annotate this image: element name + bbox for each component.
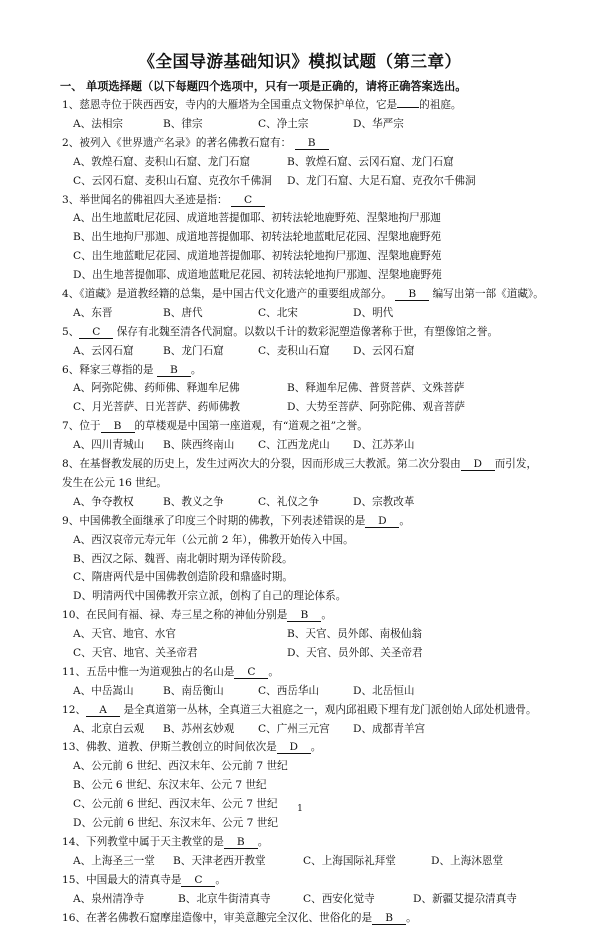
answer-mark: B <box>101 420 135 433</box>
answer-mark: B <box>395 288 429 301</box>
option: C、广州三元宫 <box>258 722 330 735</box>
option: D、明清两代中国佛教开宗立派，创构了自己的理论体系。 <box>73 590 347 603</box>
question-2: 2、被列入《世界遗产名录》的著名佛教石窟有： B <box>62 134 582 153</box>
option: A、阿弥陀佛、药师佛、释迦牟尼佛 <box>73 382 240 395</box>
option: B、龙门石窟 <box>163 344 224 357</box>
option: B、天官、员外郎、南极仙翁 <box>287 628 422 641</box>
option: B、北京牛街清真寺 <box>178 892 271 905</box>
option: D、天官、员外郎、关圣帝君 <box>287 646 423 659</box>
section-number: 一、 <box>60 79 83 93</box>
option: D、龙门石窟、大足石窟、克孜尔千佛洞 <box>287 174 476 187</box>
options-row <box>62 625 582 644</box>
option: A、上海圣三一堂 <box>73 854 155 867</box>
page-number: 1 <box>297 804 303 814</box>
option: A、出生地蓝毗尼花园、成道地菩提伽耶、初转法轮地鹿野苑、涅槃地拘尸那迦 <box>73 212 441 225</box>
options-row <box>62 493 582 512</box>
option: B、陕西终南山 <box>163 439 235 452</box>
answer-mark: D <box>277 741 311 754</box>
options-row <box>62 720 582 739</box>
options-row <box>62 398 582 417</box>
question-1: 1、慈恩寺位于陕西西安，寺内的大雁塔为全国重点文物保护单位，它是 的祖庭。 <box>62 99 462 111</box>
question-13: 13、佛教、道教、伊斯兰教创立的时间依次是 D 。 <box>62 741 322 754</box>
page-title: 《全国导游基础知识》模拟试题（第三章） <box>138 52 462 71</box>
option: B、唐代 <box>163 306 203 319</box>
option: D、宗教改革 <box>353 495 415 508</box>
option: C、上海国际礼拜堂 <box>303 854 396 867</box>
option: A、公元前 6 世纪、西汉末年、公元前 7 世纪 <box>73 760 288 773</box>
question-10: 10、在民间有福、禄、寿三星之称的神仙分别是 B 。 <box>62 609 332 622</box>
option: C、江西龙虎山 <box>258 439 330 452</box>
answer-mark: C <box>79 326 113 339</box>
options-row <box>62 115 582 134</box>
option: B、敦煌石窟、云冈石窟、龙门石窟 <box>287 155 454 168</box>
answer-mark: B <box>287 609 321 622</box>
option: A、云冈石窟 <box>73 344 134 357</box>
answer-mark: C <box>234 666 268 679</box>
answer-mark: B <box>372 912 406 925</box>
question-6: 6、释家三尊指的是 B 。 <box>62 363 202 376</box>
question-14: 14、下列教堂中属于天主教堂的是 B 。 <box>62 835 269 848</box>
option: A、泉州清净寺 <box>73 892 145 905</box>
option: C、西安化觉寺 <box>303 892 375 905</box>
question-5: 5、 C 保存有北魏至清各代洞窟。以数以千计的数彩泥塑造像著称于世，有塑像馆之誉。 <box>62 325 499 338</box>
options-row <box>62 153 582 172</box>
option: B、苏州玄妙观 <box>163 722 235 735</box>
option: D、出生地菩提伽耶、成道地蓝毗尼花园、初转法轮地拘尸那迦、涅槃地鹿野苑 <box>73 269 442 282</box>
option: D、明代 <box>353 306 394 319</box>
option: A、中岳嵩山 <box>73 684 134 697</box>
option: B、释迦牟尼佛、普贤菩萨、文殊菩萨 <box>287 382 465 395</box>
option: B、律宗 <box>163 117 203 130</box>
option: D、上海沐恩堂 <box>431 854 504 867</box>
option: B、公元 6 世纪、东汉末年、公元 7 世纪 <box>73 779 267 792</box>
option: A、敦煌石窟、麦积山石窟、龙门石窟 <box>73 155 251 168</box>
options-row <box>62 172 582 191</box>
answer-blank <box>397 107 419 108</box>
option: C、麦积山石窟 <box>258 344 330 357</box>
option: D、云冈石窟 <box>353 344 415 357</box>
question-12: 12、 A 是全真道第一丛林，全真道三大祖庭之一，观内邱祖殿下埋有龙门派创始人邱处机遗骨。 <box>62 703 537 716</box>
answer-mark: B <box>157 364 191 377</box>
option: A、四川青城山 <box>73 439 145 452</box>
options-row <box>62 436 582 455</box>
option: D、成都青羊宫 <box>353 722 426 735</box>
options-row <box>62 379 582 398</box>
option: A、法相宗 <box>73 117 124 130</box>
answer-mark: B <box>295 137 329 150</box>
option: C、月光菩萨、日光菩萨、药师佛教 <box>73 401 241 414</box>
option: C、公元前 6 世纪、西汉末年、公元 7 世纪 <box>73 798 278 811</box>
option: C、云冈石窟、麦积山石窟、克孜尔千佛洞 <box>73 174 272 187</box>
option: C、出生地蓝毗尼花园、成道地菩提伽耶、初转法轮地拘尸那迦、涅槃地鹿野苑 <box>73 250 442 263</box>
question-8-continued: 发生在公元 16 世纪。 <box>62 476 167 489</box>
option: C、隋唐两代是中国佛教创造阶段和鼎盛时期。 <box>73 571 293 584</box>
option: C、净土宗 <box>258 117 309 130</box>
option: D、公元前 6 世纪、东汉末年、公元 7 世纪 <box>73 817 278 830</box>
option: C、西岳华山 <box>258 684 320 697</box>
question-16: 16、在著名佛教石窟摩崖造像中，审美意趣完全汉化、世俗化的是 B 。 <box>62 911 417 924</box>
option: A、争夺教权 <box>73 495 134 508</box>
answer-mark: D <box>365 515 399 528</box>
question-8: 8、在基督教发展的历史上，发生过两次大的分裂，因而形成三大教派。第二次分裂由 D 而引发， <box>62 458 538 471</box>
answer-mark: D <box>461 458 495 471</box>
question-9: 9、中国佛教全面继承了印度三个时期的佛教，下列表述错误的是 D 。 <box>62 514 410 527</box>
options-row <box>62 890 582 909</box>
option: A、西汉哀帝元寿元年（公元前 2 年），佛教开始传入中国。 <box>73 533 354 546</box>
option: B、西汉之际、魏晋、南北朝时期为译传阶段。 <box>73 552 293 565</box>
option: B、天津老西开教堂 <box>173 854 266 867</box>
option: A、北京白云观 <box>73 722 145 735</box>
options-row <box>62 852 582 871</box>
question-list <box>62 96 582 927</box>
option: C、北宋 <box>258 306 298 319</box>
question-4: 4、《道藏》是道教经籍的总集，是中国古代文化遗产的重要组成部分。 B 编写出第一部《道藏》。 <box>62 287 544 300</box>
option: C、礼仪之争 <box>258 495 320 508</box>
options-row <box>62 682 582 701</box>
section-instructions: 单项选择题（以下每题四个选项中，只有一项是正确的，请将正确答案选出。 <box>86 79 467 93</box>
options-row <box>62 644 582 663</box>
question-15: 15、中国最大的清真寺是 C 。 <box>62 873 227 886</box>
option: D、新疆艾提尕清真寺 <box>413 892 517 905</box>
option: A、天官、地官、水官 <box>73 628 176 641</box>
options-row <box>62 342 582 361</box>
option: D、北岳恒山 <box>353 684 415 697</box>
option: D、大势至菩萨、阿弥陀佛、观音菩萨 <box>287 401 465 414</box>
section-heading <box>60 78 466 94</box>
answer-mark: C <box>181 874 215 887</box>
question-3: 3、举世闻名的佛祖四大圣迹是指： C <box>62 191 582 210</box>
option: C、天官、地官、关圣帝君 <box>73 646 198 659</box>
answer-mark: A <box>86 704 120 717</box>
option: A、东晋 <box>73 306 113 319</box>
option: D、华严宗 <box>353 117 404 130</box>
options-row <box>62 304 582 323</box>
question-11: 11、五岳中惟一为道观独占的名山是 C 。 <box>62 665 279 678</box>
option: B、出生地拘尸那迦、成道地菩提伽耶、初转法轮地蓝毗尼花园、涅槃地鹿野苑 <box>73 231 441 244</box>
question-7: 7、位于 B 的草楼观是中国第一座道观，有“道观之祖”之誉。 <box>62 420 368 433</box>
option: B、教义之争 <box>163 495 224 508</box>
answer-mark: B <box>224 836 258 849</box>
answer-mark: C <box>231 194 265 207</box>
option: B、南岳衡山 <box>163 684 224 697</box>
option: D、江苏茅山 <box>353 439 415 452</box>
